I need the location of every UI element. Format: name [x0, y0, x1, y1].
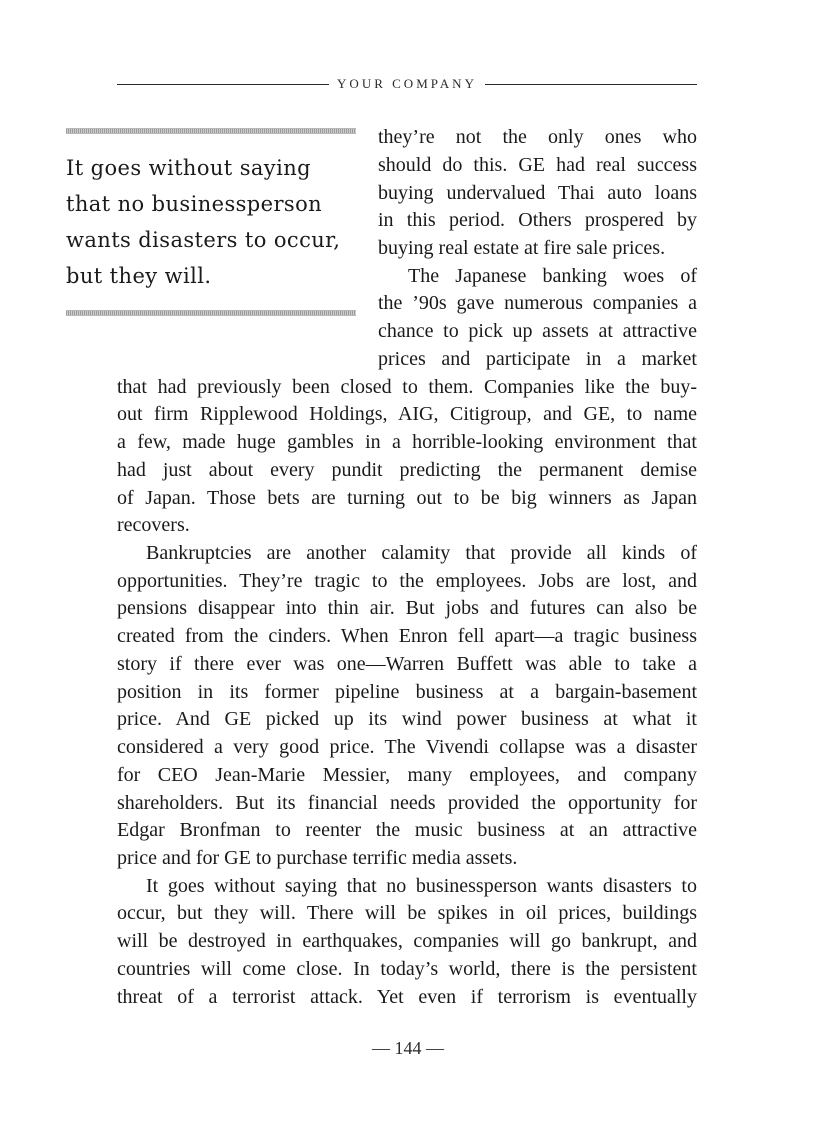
- running-head: [117, 74, 697, 94]
- text-line: chance to pick up assets at attractive: [378, 320, 697, 342]
- text-line: prices and participate in a market: [378, 348, 697, 370]
- text-line: Edgar Bronfman to reenter the music business at an attractive: [117, 819, 697, 841]
- text-line: opportunities. They’re tragic to the employees. Jobs are lost, and: [117, 570, 697, 592]
- text-line: buying undervalued Thai auto loans: [378, 182, 697, 204]
- text-line: occur, but they will. There will be spikes in oil prices, buildings: [117, 902, 697, 924]
- text-line: price and for GE to purchase terrific media assets.: [117, 847, 518, 869]
- text-line: they’re not the only ones who: [378, 126, 697, 148]
- text-line: of Japan. Those bets are turning out to be big winners as Japan: [117, 487, 697, 509]
- text-line: buying real estate at fire sale prices.: [378, 237, 666, 259]
- text-line: for CEO Jean-Marie Messier, many employees, and company: [117, 764, 697, 786]
- pull-quote-line: It goes without saying: [66, 156, 311, 180]
- pull-quote-line: wants disasters to occur,: [66, 228, 341, 252]
- text-line: threat of a terrorist attack. Yet even if terrorism is eventually: [117, 986, 697, 1008]
- text-line: in this period. Others prospered by: [378, 209, 697, 231]
- text-line: The Japanese banking woes of: [408, 265, 697, 287]
- text-line: the ’90s gave numerous companies a: [378, 292, 697, 314]
- text-line: had just about every pundit predicting the permanent demise: [117, 459, 697, 481]
- text-line: a few, made huge gambles in a horrible-looking environment that: [117, 431, 697, 453]
- text-line: pensions disappear into thin air. But jobs and futures can also be: [117, 597, 697, 619]
- text-line: story if there ever was one—Warren Buffett was able to take a: [117, 653, 697, 675]
- text-line: countries will come close. In today’s world, there is the persistent: [117, 958, 697, 980]
- running-head-rule-right: [485, 84, 697, 85]
- text-line: out firm Ripplewood Holdings, AIG, Citigroup, and GE, to name: [117, 403, 697, 425]
- text-line: that had previously been closed to them. Companies like the buy-: [117, 376, 697, 398]
- text-line: recovers.: [117, 514, 190, 536]
- text-line: price. And GE picked up its wind power business at what it: [117, 708, 697, 730]
- text-line: will be destroyed in earthquakes, companies will go bankrupt, and: [117, 930, 697, 952]
- text-line: Bankruptcies are another calamity that provide all kinds of: [146, 542, 697, 564]
- pull-quote-line: that no businessperson: [66, 192, 323, 216]
- pull-quote-rule-bottom: [66, 310, 356, 316]
- pull-quote-rule-top: [66, 128, 356, 134]
- text-line: position in its former pipeline business at a bargain-basement: [117, 681, 697, 703]
- text-line: considered a very good price. The Vivendi collapse was a disaster: [117, 736, 697, 758]
- pull-quote: [66, 150, 358, 294]
- page-number: — 144 —: [372, 1038, 444, 1058]
- text-line: shareholders. But its financial needs provided the opportunity for: [117, 792, 697, 814]
- text-line: created from the cinders. When Enron fell apart—a tragic business: [117, 625, 697, 647]
- text-line: It goes without saying that no businessperson wants disasters to: [146, 875, 697, 897]
- running-head-title: YOUR COMPANY: [337, 76, 477, 91]
- text-line: should do this. GE had real success: [378, 154, 697, 176]
- running-head-rule-left: [117, 84, 329, 85]
- pull-quote-line: but they will.: [66, 264, 212, 288]
